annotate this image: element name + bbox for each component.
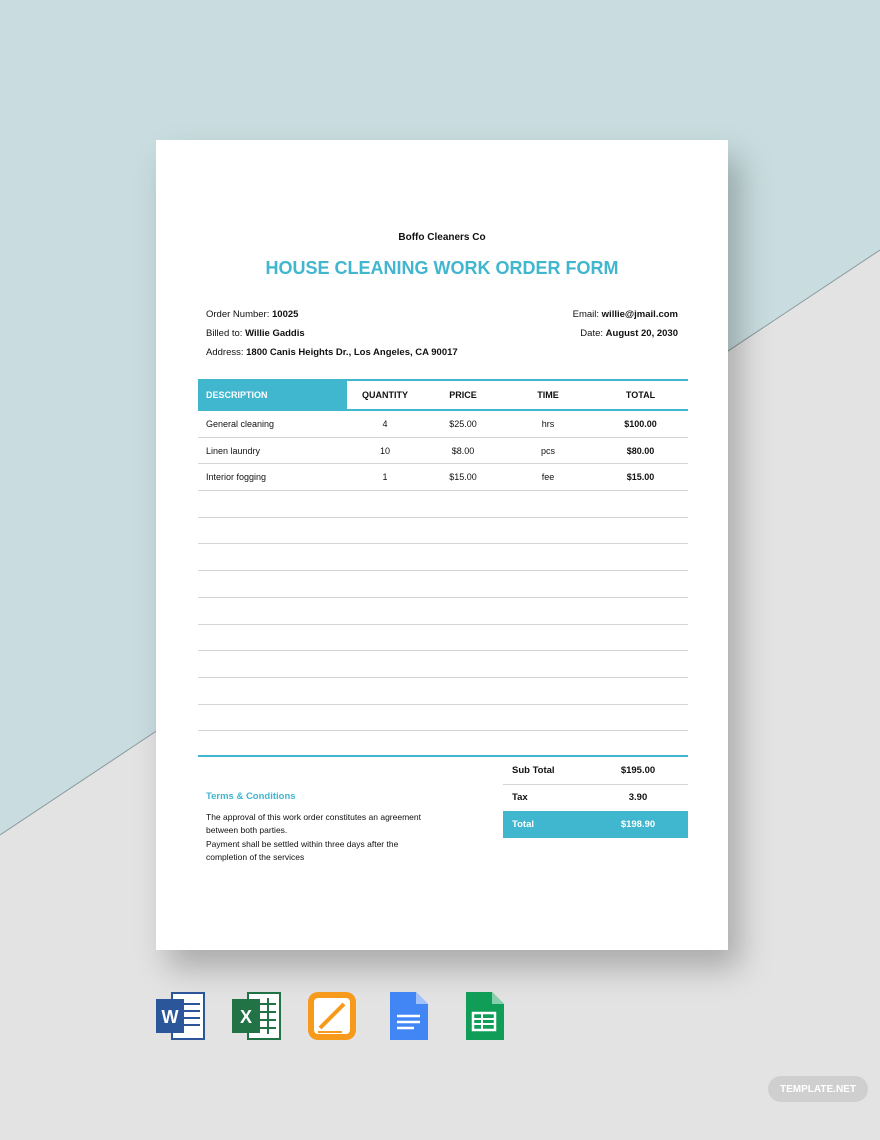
document-page bbox=[156, 140, 728, 950]
email bbox=[573, 309, 678, 320]
subtotal-label: Sub Total bbox=[512, 765, 555, 777]
pages-icon[interactable] bbox=[306, 990, 358, 1042]
google-docs-icon[interactable] bbox=[382, 990, 434, 1042]
tax-row bbox=[503, 785, 688, 812]
cell: $8.00 bbox=[451, 445, 475, 456]
template-net-badge[interactable]: TEMPLATE.NET bbox=[768, 1076, 868, 1102]
cell: 4 bbox=[382, 418, 388, 429]
empty-row bbox=[198, 705, 688, 732]
order-number bbox=[206, 309, 298, 320]
date-value: August 20, 2030 bbox=[605, 328, 678, 339]
billed-label: Billed to: bbox=[206, 328, 243, 339]
cell: $15.00 bbox=[626, 472, 655, 483]
date bbox=[580, 328, 678, 339]
address bbox=[206, 347, 458, 358]
subtotal-value: $195.00 bbox=[620, 765, 656, 777]
empty-row bbox=[198, 571, 688, 598]
cell: $100.00 bbox=[624, 418, 657, 429]
company-name: Boffo Cleaners Co bbox=[398, 232, 486, 243]
cell: Interior fogging bbox=[206, 472, 267, 483]
date-label: Date: bbox=[580, 328, 604, 339]
address-label: Address: bbox=[206, 347, 244, 358]
cell: 10 bbox=[379, 445, 390, 456]
billed-to bbox=[206, 328, 305, 339]
email-label: Email: bbox=[572, 309, 600, 320]
order-value: 10025 bbox=[272, 309, 299, 320]
empty-row bbox=[198, 651, 688, 678]
svg-text:X: X bbox=[239, 1007, 253, 1027]
cell: $25.00 bbox=[449, 418, 477, 429]
summary bbox=[503, 758, 688, 838]
table-header bbox=[198, 379, 688, 411]
terms-line-1: The approval of this work order constitutes an agreement between both parties. bbox=[206, 812, 421, 835]
cell: hrs bbox=[541, 418, 555, 429]
billed-value: Willie Gaddis bbox=[245, 328, 305, 339]
form-title: HOUSE CLEANING WORK ORDER FORM bbox=[265, 258, 619, 278]
table-bottom-rule bbox=[198, 755, 688, 757]
tax-value: 3.90 bbox=[628, 792, 648, 804]
address-value: 1800 Canis Heights Dr., Los Angeles, CA 90017 bbox=[246, 347, 458, 358]
table-row bbox=[198, 411, 688, 438]
terms-heading: Terms & Conditions bbox=[206, 791, 296, 802]
email-value: willie@jmail.com bbox=[601, 309, 678, 320]
cell: pcs bbox=[540, 445, 555, 456]
cell: $15.00 bbox=[449, 472, 477, 483]
header-total: TOTAL bbox=[625, 390, 656, 400]
empty-row bbox=[198, 518, 688, 545]
cell: 1 bbox=[382, 472, 388, 483]
excel-icon[interactable] bbox=[230, 990, 282, 1042]
google-sheets-icon[interactable] bbox=[458, 990, 510, 1042]
total-label: Total bbox=[512, 818, 534, 830]
tax-label: Tax bbox=[512, 792, 528, 804]
cell: General cleaning bbox=[206, 418, 275, 429]
empty-row bbox=[198, 625, 688, 652]
order-label: Order Number: bbox=[206, 309, 270, 320]
cell: $80.00 bbox=[626, 445, 655, 456]
table-row bbox=[198, 464, 688, 491]
items-table bbox=[198, 379, 688, 731]
cell: fee bbox=[541, 472, 555, 483]
word-icon[interactable] bbox=[154, 990, 206, 1042]
subtotal-row bbox=[503, 758, 688, 785]
header-time: TIME bbox=[537, 390, 559, 400]
empty-row bbox=[198, 491, 688, 518]
header-description: DESCRIPTION bbox=[198, 381, 347, 409]
terms-line-2: Payment shall be settled within three days after the completion of the services bbox=[206, 839, 399, 862]
header-quantity: QUANTITY bbox=[362, 390, 408, 400]
empty-row bbox=[198, 678, 688, 705]
header-price: PRICE bbox=[449, 390, 477, 400]
table-row bbox=[198, 438, 688, 465]
format-icons bbox=[154, 990, 510, 1042]
empty-row bbox=[198, 598, 688, 625]
svg-text:W: W bbox=[161, 1007, 179, 1027]
cell: Linen laundry bbox=[206, 445, 261, 456]
total-value: $198.90 bbox=[620, 818, 656, 830]
empty-row bbox=[198, 544, 688, 571]
total-row bbox=[503, 811, 688, 838]
